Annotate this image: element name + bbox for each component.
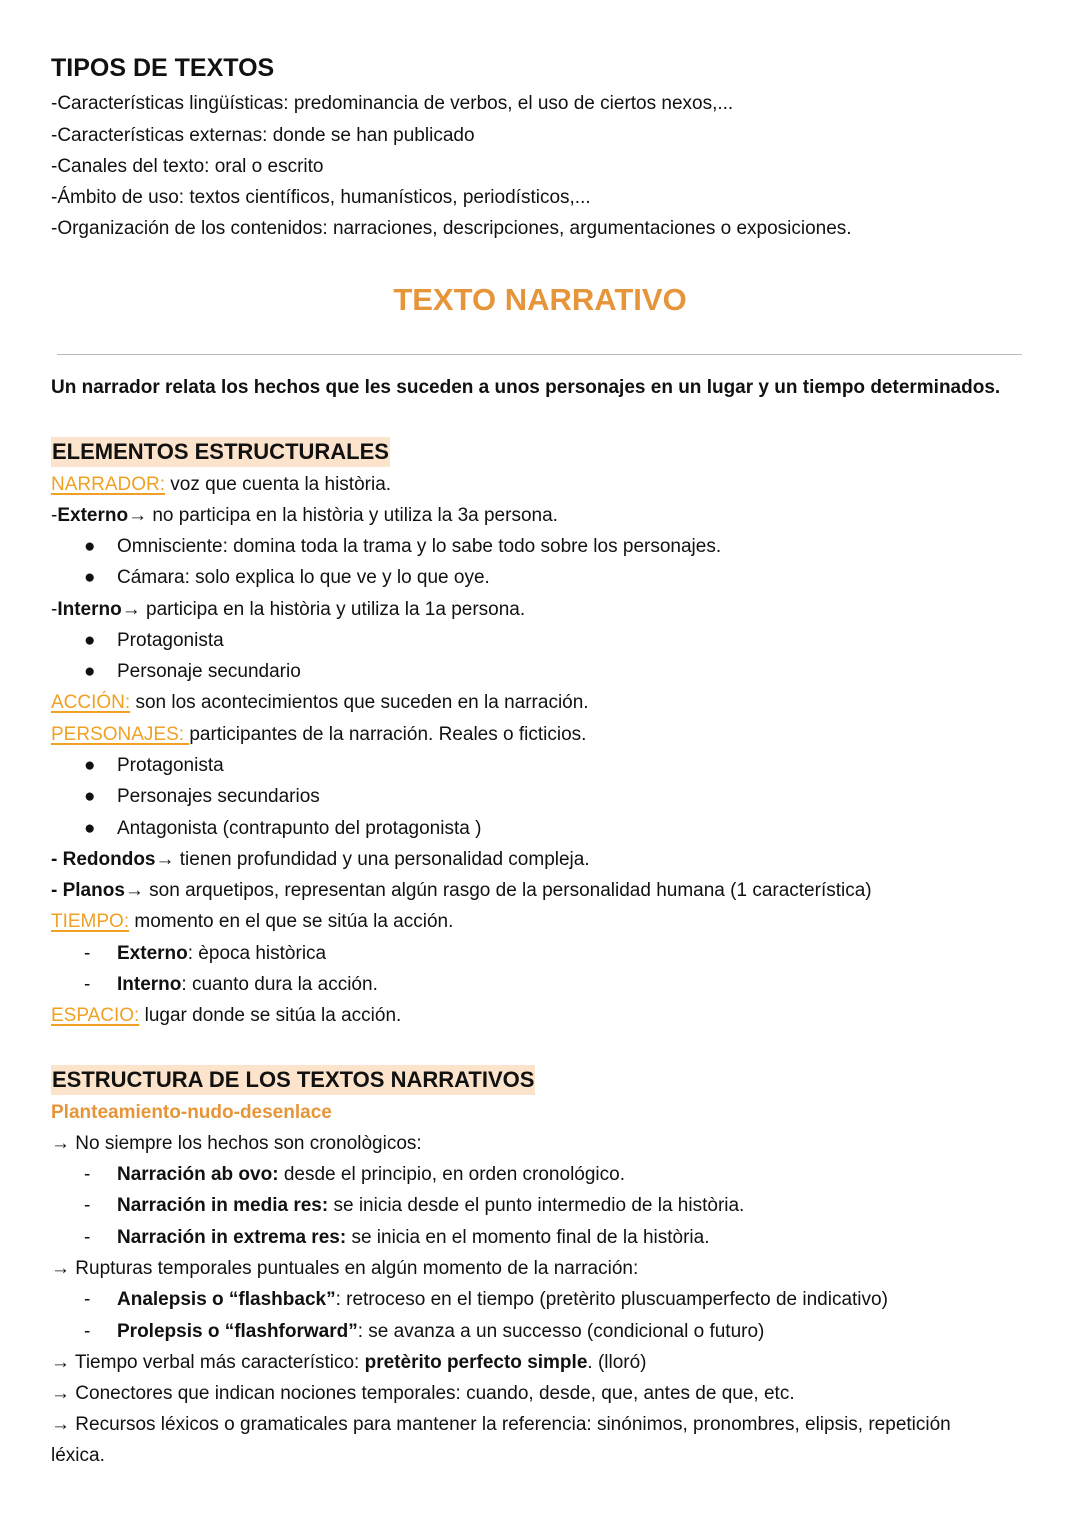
tiempo-interno-label: Interno (117, 974, 182, 995)
list-item (117, 1318, 764, 1346)
item-label: Narración in extrema res: (117, 1227, 347, 1248)
bullet-icon: ● (84, 755, 96, 776)
planos-line (51, 877, 872, 905)
list-item: Personaje secundario (117, 661, 301, 682)
accion-def: son los acontecimientos que suceden en la narración. (130, 692, 589, 713)
estructura-subheading: Planteamiento-nudo-desenlace (51, 1102, 332, 1123)
verbal-pre: → Tiempo verbal más característico: (51, 1352, 365, 1373)
interno-line (51, 596, 525, 624)
externo-line (51, 502, 558, 530)
list-item (117, 940, 326, 968)
espacio-line (51, 1002, 401, 1030)
tipos-line-3: -Canales del texto: oral o escrito (51, 156, 324, 177)
verbal-bold: pretèrito perfecto simple (364, 1352, 588, 1373)
item-label: Narración in media res: (117, 1195, 329, 1216)
bullet-icon: ● (84, 818, 96, 839)
dash-marker: - (84, 1289, 91, 1310)
item-def: se inicia desde el punto intermedio de la història. (328, 1195, 745, 1216)
list-item: Protagonista (117, 630, 224, 651)
list-item: Personajes secundarios (117, 786, 320, 807)
tiempo-externo-def: : època històrica (187, 943, 327, 964)
interno-def: → participa en la història y utiliza la 1a persona. (121, 599, 526, 620)
elementos-heading: ELEMENTOS ESTRUCTURALES (51, 437, 390, 467)
bullet-icon: ● (84, 630, 96, 651)
narrador-def: voz que cuenta la història. (165, 474, 392, 495)
list-item (117, 1192, 744, 1220)
item-def: : se avanza a un successo (condicional o futuro) (357, 1321, 765, 1342)
item-label: Narración ab ovo: (117, 1164, 279, 1185)
tiempo-interno-def: : cuanto dura la acción. (181, 974, 378, 995)
tipos-line-2: -Características externas: donde se han publicado (51, 125, 475, 146)
tiempo-externo-label: Externo (117, 943, 188, 964)
externo-def: → no participa en la història y utiliza la 3a persona. (128, 505, 558, 526)
verbal-post: . (lloró) (587, 1352, 647, 1373)
recursos-line-1: → Recursos léxicos o gramaticales para mantener la referencia: sinónimos, pronombres, elipsis, repetición (51, 1414, 951, 1435)
externo-dash: - (51, 505, 58, 526)
list-item: Protagonista (117, 755, 224, 776)
tipos-line-5: -Organización de los contenidos: narraciones, descripciones, argumentaciones o exposiciones. (51, 218, 852, 239)
rupturas-intro: → Rupturas temporales puntuales en algún momento de la narración: (51, 1258, 639, 1279)
espacio-keyword: ESPACIO: (51, 1005, 140, 1026)
redondos-line (51, 846, 590, 874)
planos-def: → son arquetipos, representan algún rasgo de la personalidad humana (1 característica) (124, 880, 872, 901)
tipos-line-1: -Características lingüísticas: predominancia de verbos, el uso de ciertos nexos,... (51, 93, 734, 114)
dash-marker: - (84, 974, 91, 995)
espacio-def: lugar donde se sitúa la acción. (139, 1005, 402, 1026)
list-item (117, 1286, 888, 1314)
recursos-line-2: léxica. (51, 1445, 105, 1466)
accion-line (51, 689, 589, 717)
dash-marker: - (84, 1164, 91, 1185)
tiempo-line (51, 908, 453, 936)
redondos-label: - Redondos (51, 849, 156, 870)
crono-intro: → No siempre los hechos son cronològicos: (51, 1133, 422, 1154)
tiempo-keyword: TIEMPO: (51, 911, 130, 932)
page-title: TEXTO NARRATIVO (393, 282, 687, 317)
list-item: Cámara: solo explica lo que ve y lo que oye. (117, 567, 490, 588)
bullet-icon: ● (84, 661, 96, 682)
list-item: Omnisciente: domina toda la trama y lo sabe todo sobre los personajes. (117, 536, 722, 557)
list-item (117, 971, 378, 999)
item-label: Prolepsis o “flashforward” (117, 1321, 358, 1342)
dash-marker: - (84, 943, 91, 964)
narrador-keyword: NARRADOR: (51, 474, 166, 495)
tiempo-def: momento en el que se sitúa la acción. (129, 911, 454, 932)
narrador-line (51, 471, 391, 499)
item-label: Analepsis o “flashback” (117, 1289, 336, 1310)
personajes-line (51, 721, 586, 749)
bullet-icon: ● (84, 786, 96, 807)
tipos-line-4: -Ámbito de uso: textos científicos, humanísticos, periodísticos,... (51, 187, 591, 208)
list-item (117, 1161, 625, 1189)
dash-marker: - (84, 1195, 91, 1216)
conectores-line: → Conectores que indican nociones temporales: cuando, desde, que, antes de que, etc. (51, 1383, 795, 1404)
list-item: Antagonista (contrapunto del protagonista ) (117, 818, 482, 839)
planos-label: - Planos (51, 880, 125, 901)
item-def: desde el principio, en orden cronológico. (278, 1164, 625, 1185)
divider (57, 354, 1022, 355)
personajes-keyword: PERSONAJES: (51, 724, 190, 745)
dash-marker: - (84, 1227, 91, 1248)
item-def: se inicia en el momento final de la història. (346, 1227, 710, 1248)
list-item (117, 1224, 709, 1252)
interno-dash: - (51, 599, 58, 620)
estructura-heading: ESTRUCTURA DE LOS TEXTOS NARRATIVOS (51, 1065, 535, 1095)
bullet-icon: ● (84, 567, 96, 588)
personajes-def: participantes de la narración. Reales o ficticios. (189, 724, 587, 745)
externo-label: Externo (57, 505, 129, 526)
item-def: : retroceso en el tiempo (pretèrito pluscuamperfecto de indicativo) (335, 1289, 888, 1310)
intro-text: Un narrador relata los hechos que les suceden a unos personajes en un lugar y un tiempo determinados. (51, 377, 1001, 398)
bullet-icon: ● (84, 536, 96, 557)
accion-keyword: ACCIÓN: (51, 692, 131, 713)
verbal-line (51, 1349, 647, 1377)
redondos-def: → tienen profundidad y una personalidad compleja. (155, 849, 590, 870)
interno-label: Interno (57, 599, 122, 620)
tipos-heading: TIPOS DE TEXTOS (51, 54, 275, 82)
dash-marker: - (84, 1321, 91, 1342)
